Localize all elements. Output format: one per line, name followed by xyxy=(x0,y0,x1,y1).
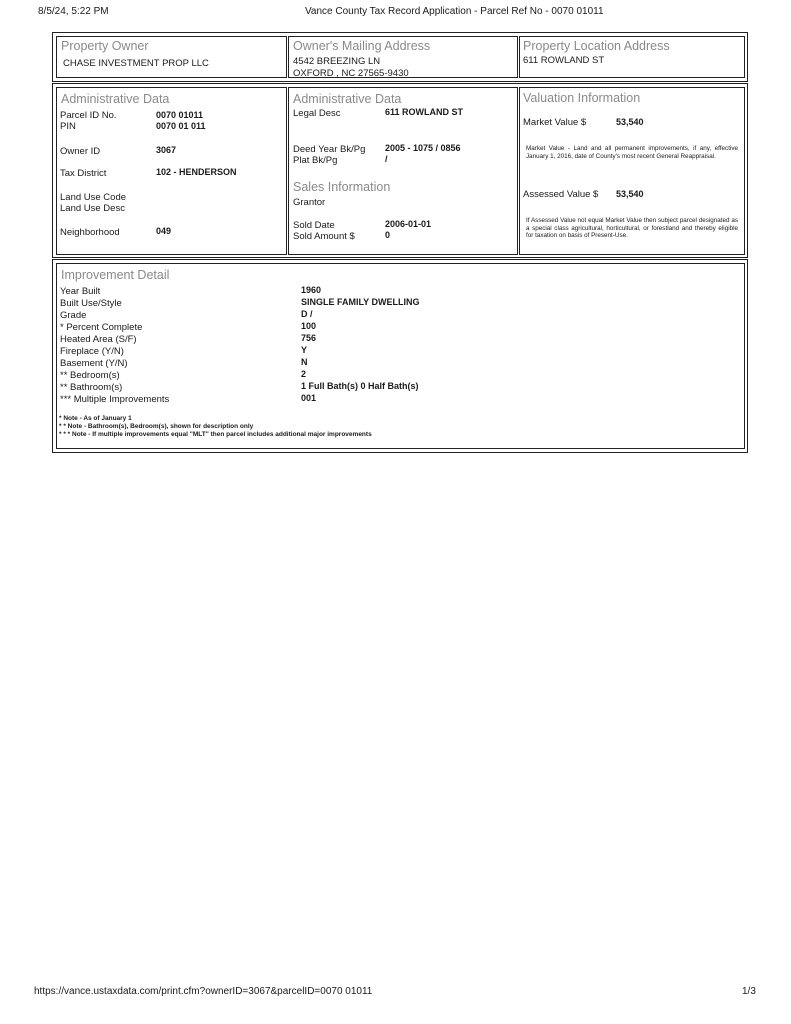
legal-desc-value: 611 ROWLAND ST xyxy=(385,107,464,117)
land-use-code-label: Land Use Code xyxy=(60,192,127,203)
parcel-id-label: Parcel ID No. xyxy=(60,110,117,121)
admin-section xyxy=(52,83,748,258)
tax-district-value: 102 - HENDERSON xyxy=(156,167,237,177)
improvement-detail-box xyxy=(56,263,745,449)
improvement-section xyxy=(52,259,748,453)
valuation-title: Valuation Information xyxy=(523,91,641,105)
footnote: * Note - As of January 1 xyxy=(59,415,132,422)
mailing-line2: OXFORD , NC 27565-9430 xyxy=(293,68,409,79)
admin-data-title-2: Administrative Data xyxy=(293,92,402,106)
plat-label: Plat Bk/Pg xyxy=(293,155,338,166)
footnote: * * * Note - If multiple improvements equal "MLT" then parcel includes additional major improvements xyxy=(59,431,372,438)
improvement-label: Heated Area (S/F) xyxy=(60,334,137,345)
improvement-label: Fireplace (Y/N) xyxy=(60,346,124,357)
improvement-value: 001 xyxy=(301,393,317,403)
parcel-id-value: 0070 01011 xyxy=(156,110,204,120)
footnote: * * Note - Bathroom(s), Bedroom(s), shown for description only xyxy=(59,423,254,430)
page-title: Vance County Tax Record Application - Parcel Ref No - 0070 01011 xyxy=(305,6,604,17)
location-address: 611 ROWLAND ST xyxy=(523,55,605,66)
land-use-desc-label: Land Use Desc xyxy=(60,203,125,214)
improvement-label: Basement (Y/N) xyxy=(60,358,128,369)
improvement-value: N xyxy=(301,357,308,367)
improvement-label: ** Bedroom(s) xyxy=(60,370,120,381)
mailing-line1: 4542 BREEZING LN xyxy=(293,56,381,67)
owner-name: CHASE INVESTMENT PROP LLC xyxy=(63,58,209,69)
sold-date-value: 2006-01-01 xyxy=(385,219,432,229)
owner-id-label: Owner ID xyxy=(60,146,101,157)
improvement-label: * Percent Complete xyxy=(60,322,143,333)
improvement-value: 100 xyxy=(301,321,317,331)
improvement-value: 1 Full Bath(s) 0 Half Bath(s) xyxy=(301,381,419,391)
improvement-label: Grade xyxy=(60,310,87,321)
improvement-value: 756 xyxy=(301,333,317,343)
location-address-title: Property Location Address xyxy=(523,39,670,53)
assessed-value-note: If Assessed Value not equal Market Value then subject parcel designated as a special class agricultural, horticultural, or forestland and thereby eligible for taxation on basis of Present-Use. xyxy=(526,217,738,239)
owner-id-value: 3067 xyxy=(156,145,177,155)
sold-amount-label: Sold Amount $ xyxy=(293,231,355,242)
market-value-note: Market Value - Land and all permanent improvements, if any, effective January 1, 2016, date of County's most recent General Reappraisal. xyxy=(526,145,738,160)
mailing-address-title: Owner's Mailing Address xyxy=(293,39,431,53)
location-address-box xyxy=(519,36,745,78)
plat-value: / xyxy=(385,154,388,164)
improvement-label: *** Multiple Improvements xyxy=(60,394,170,405)
market-value: 53,540 xyxy=(616,117,644,127)
improvement-value: 2 xyxy=(301,369,307,379)
improvement-label: Built Use/Style xyxy=(60,298,122,309)
admin-data-box-2 xyxy=(288,87,518,255)
owner-section xyxy=(52,32,748,82)
improvement-value: Y xyxy=(301,345,308,355)
mailing-address-box xyxy=(288,36,518,78)
print-datetime: 8/5/24, 5:22 PM xyxy=(38,6,109,17)
property-owner-box xyxy=(56,36,287,78)
assessed-value: 53,540 xyxy=(616,189,644,199)
improvement-value: SINGLE FAMILY DWELLING xyxy=(301,297,420,307)
sales-info-title: Sales Information xyxy=(293,180,391,194)
improvement-detail-title: Improvement Detail xyxy=(61,268,170,282)
neighborhood-label: Neighborhood xyxy=(60,227,120,238)
page-url: https://vance.ustaxdata.com/print.cfm?ownerID=3067&parcelID=0070 01011 xyxy=(34,986,373,997)
sold-amount-value: 0 xyxy=(385,230,391,240)
pin-label: PIN xyxy=(60,121,76,132)
pin-value: 0070 01 011 xyxy=(156,121,206,131)
assessed-value-label: Assessed Value $ xyxy=(523,189,599,200)
improvement-label: ** Bathroom(s) xyxy=(60,382,123,393)
admin-data-title-1: Administrative Data xyxy=(61,92,170,106)
sold-date-label: Sold Date xyxy=(293,220,335,231)
improvement-value: 1960 xyxy=(301,285,322,295)
market-value-label: Market Value $ xyxy=(523,117,587,128)
valuation-box xyxy=(519,87,745,255)
improvement-label: Year Built xyxy=(60,286,101,297)
deed-value: 2005 - 1075 / 0856 xyxy=(385,143,461,153)
legal-desc-label: Legal Desc xyxy=(293,108,341,119)
deed-label: Deed Year Bk/Pg xyxy=(293,144,366,155)
grantor-label: Grantor xyxy=(293,197,326,208)
improvement-value: D / xyxy=(301,309,313,319)
property-owner-title: Property Owner xyxy=(61,39,149,53)
neighborhood-value: 049 xyxy=(156,226,172,236)
admin-data-box-1 xyxy=(56,87,287,255)
tax-district-label: Tax District xyxy=(60,168,107,179)
page-number: 1/3 xyxy=(742,986,756,997)
